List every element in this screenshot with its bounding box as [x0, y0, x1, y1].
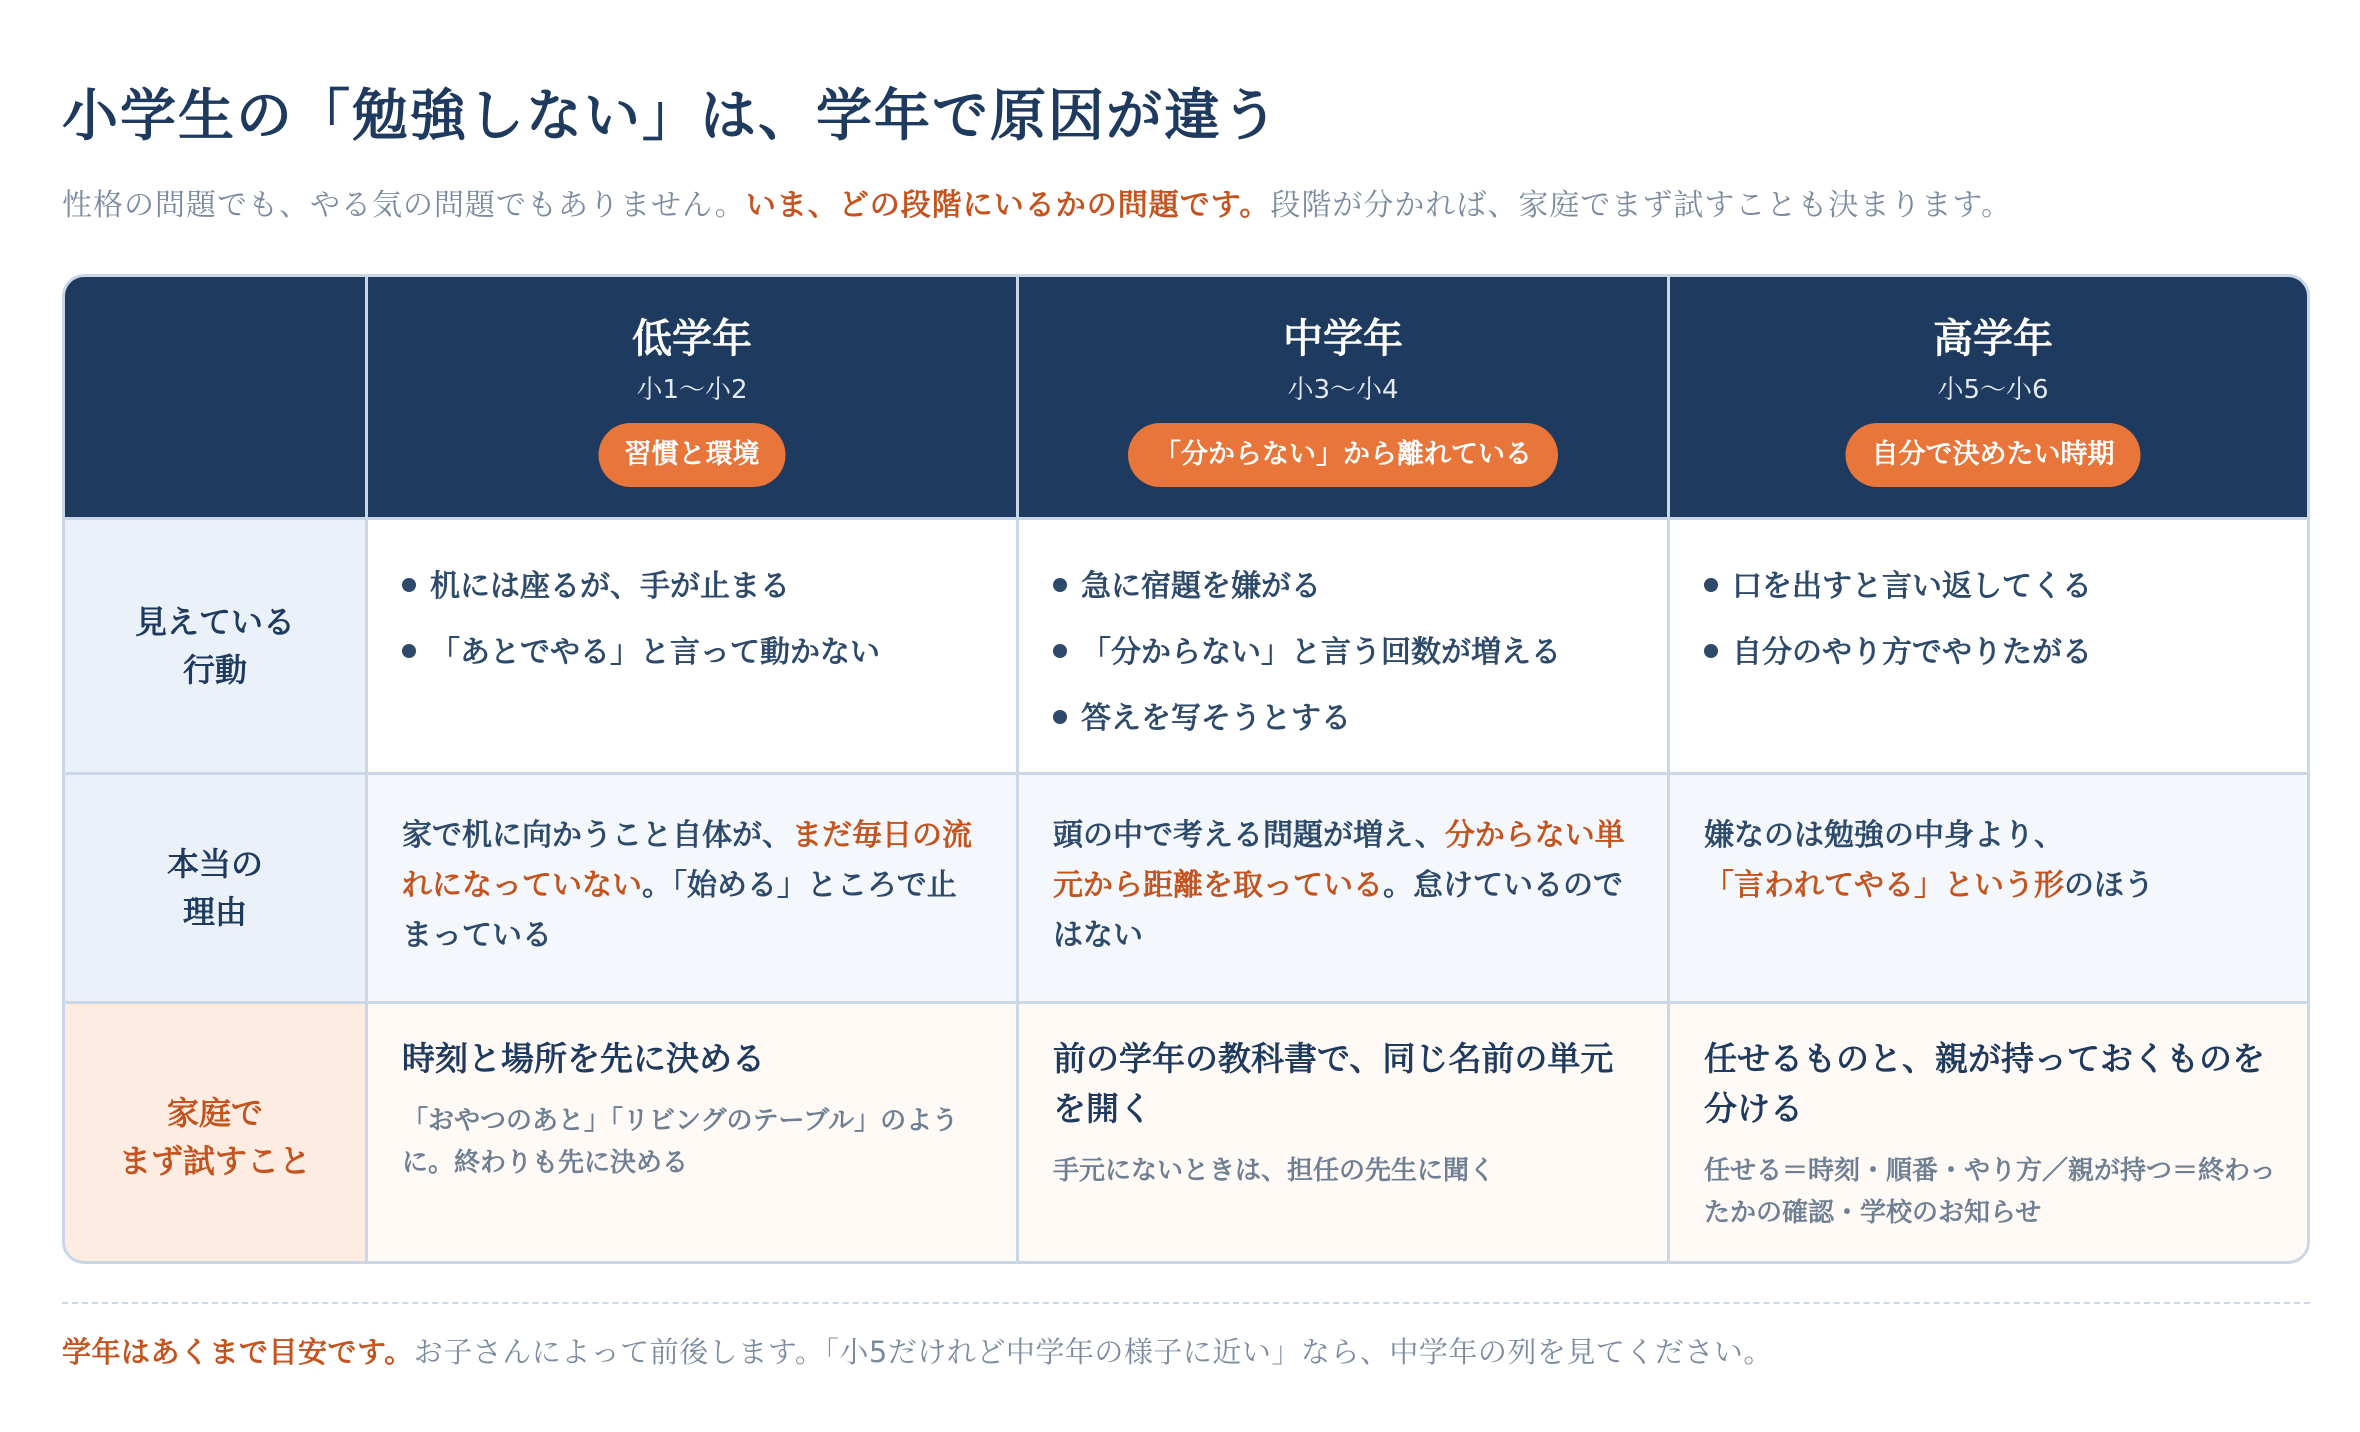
reason-text: [402, 811, 986, 961]
grade-tag: 「分からない」から離れている: [1128, 423, 1558, 487]
bullet-icon: [1053, 644, 1067, 658]
try-main-text: 前の学年の教科書で、同じ名前の単元を開く: [1053, 1039, 1614, 1128]
reason-text: [1053, 811, 1637, 961]
reason-post: 。怠けているのではない: [1053, 868, 1623, 953]
reason-post: 。「始める」ところで止まっている: [402, 868, 957, 953]
grade-title: 高学年: [1933, 316, 2053, 362]
row-label-text: 家庭で まず試すこと: [118, 1094, 311, 1180]
reason-pre: 家で机に向かうこと自体が、: [402, 818, 792, 853]
footer-emphasis: 学年はあくまで目安です。: [62, 1335, 414, 1369]
try-main-text: 任せるものと、親が持っておくものを分ける: [1704, 1039, 2265, 1128]
behavior-item: [402, 620, 880, 686]
comparison-table: [62, 274, 2310, 1264]
behavior-item-text: 答えを写そうとする: [1081, 701, 1351, 736]
behavior-item: [1053, 686, 1561, 752]
try-sub-text: 任せる＝時刻・順番・やり方／親が持つ＝終わったかの確認・学校のお知らせ: [1704, 1156, 2276, 1228]
behavior-item-text: 「あとでやる」と言って動かない: [430, 635, 880, 670]
row-label-text: 本当の 理由: [166, 845, 263, 931]
subtitle-text-2: 段階が分かれば、家庭でまず試すことも決まります。: [1270, 188, 2013, 223]
grade-tag: 習慣と環境: [599, 423, 786, 487]
behavior-list: [1053, 554, 1561, 752]
footer-text: お子さんによって前後します。「小5だけれど中学年の様子に近い」なら、中学年の列を見てください。: [413, 1335, 1773, 1369]
row-label-try: [65, 1004, 365, 1264]
bullet-icon: [402, 578, 416, 592]
grade-range: 小1〜小2: [636, 375, 748, 405]
reason-cell: [1019, 775, 1667, 1001]
footer-note: [62, 1330, 1773, 1371]
behavior-item: [1704, 620, 2092, 686]
reason-post: のほう: [2064, 868, 2154, 903]
reason-cell: [368, 775, 1016, 1001]
behavior-cell: [1019, 520, 1667, 772]
try-sub-text: 手元にないときは、担任の先生に聞く: [1053, 1156, 1496, 1186]
reason-text: [1704, 811, 2286, 911]
try-cell: [1670, 1004, 2310, 1264]
bullet-icon: [1053, 578, 1067, 592]
behavior-cell: [1670, 520, 2310, 772]
grade-range: 小3〜小4: [1287, 375, 1399, 405]
behavior-item-text: 口を出すと言い返してくる: [1732, 569, 2092, 604]
try-sub-text: 「おやつのあと」「リビングのテーブル」のように。終わりも先に決める: [402, 1106, 959, 1178]
try-cell: [368, 1004, 1016, 1264]
reason-emphasis: 「言われてやる」という形: [1704, 868, 2064, 903]
row-label-behavior: [65, 520, 365, 772]
bullet-icon: [1704, 644, 1718, 658]
behavior-cell: [368, 520, 1016, 772]
subtitle-emphasis: いま、どの段階にいるかの問題です。: [745, 188, 1271, 223]
grade-range: 小5〜小6: [1937, 375, 2049, 405]
row-label-reason: [65, 775, 365, 1001]
behavior-item-text: 「分からない」と言う回数が増える: [1081, 635, 1561, 670]
reason-pre: 嫌なのは勉強の中身より、: [1704, 818, 2064, 853]
behavior-list: [1704, 554, 2092, 686]
behavior-item: [402, 554, 880, 620]
reason-cell: [1670, 775, 2310, 1001]
behavior-item: [1704, 554, 2092, 620]
try-main-text: 時刻と場所を先に決める: [402, 1039, 765, 1078]
behavior-item: [1053, 554, 1561, 620]
behavior-list: [402, 554, 880, 686]
header-col-lower: [368, 277, 1016, 517]
page-title: 小学生の「勉強しない」は、学年で原因が違う: [62, 84, 1280, 149]
grade-title: 中学年: [1283, 316, 1403, 362]
header-col-upper: [1670, 277, 2310, 517]
bullet-icon: [1053, 710, 1067, 724]
bullet-icon: [402, 644, 416, 658]
grade-tag: 自分で決めたい時期: [1846, 423, 2141, 487]
behavior-item: [1053, 620, 1561, 686]
reason-pre: 頭の中で考える問題が増え、: [1053, 818, 1445, 853]
row-label-text: 見えている 行動: [134, 603, 295, 689]
reason-emphasis: まだ毎日の流れになっていない: [402, 818, 972, 903]
bullet-icon: [1704, 578, 1718, 592]
page-subtitle: [62, 180, 2012, 224]
behavior-item-text: 自分のやり方でやりたがる: [1732, 635, 2092, 670]
header-corner: [65, 277, 365, 517]
behavior-item-text: 急に宿題を嫌がる: [1081, 569, 1321, 604]
try-cell: [1019, 1004, 1667, 1264]
header-col-middle: [1019, 277, 1667, 517]
reason-emphasis: 分からない単元から距離を取っている: [1053, 818, 1625, 903]
subtitle-text: 性格の問題でも、やる気の問題でもありません。: [62, 188, 746, 223]
grade-title: 低学年: [632, 316, 752, 362]
behavior-item-text: 机には座るが、手が止まる: [430, 569, 790, 604]
divider: [62, 1302, 2310, 1304]
